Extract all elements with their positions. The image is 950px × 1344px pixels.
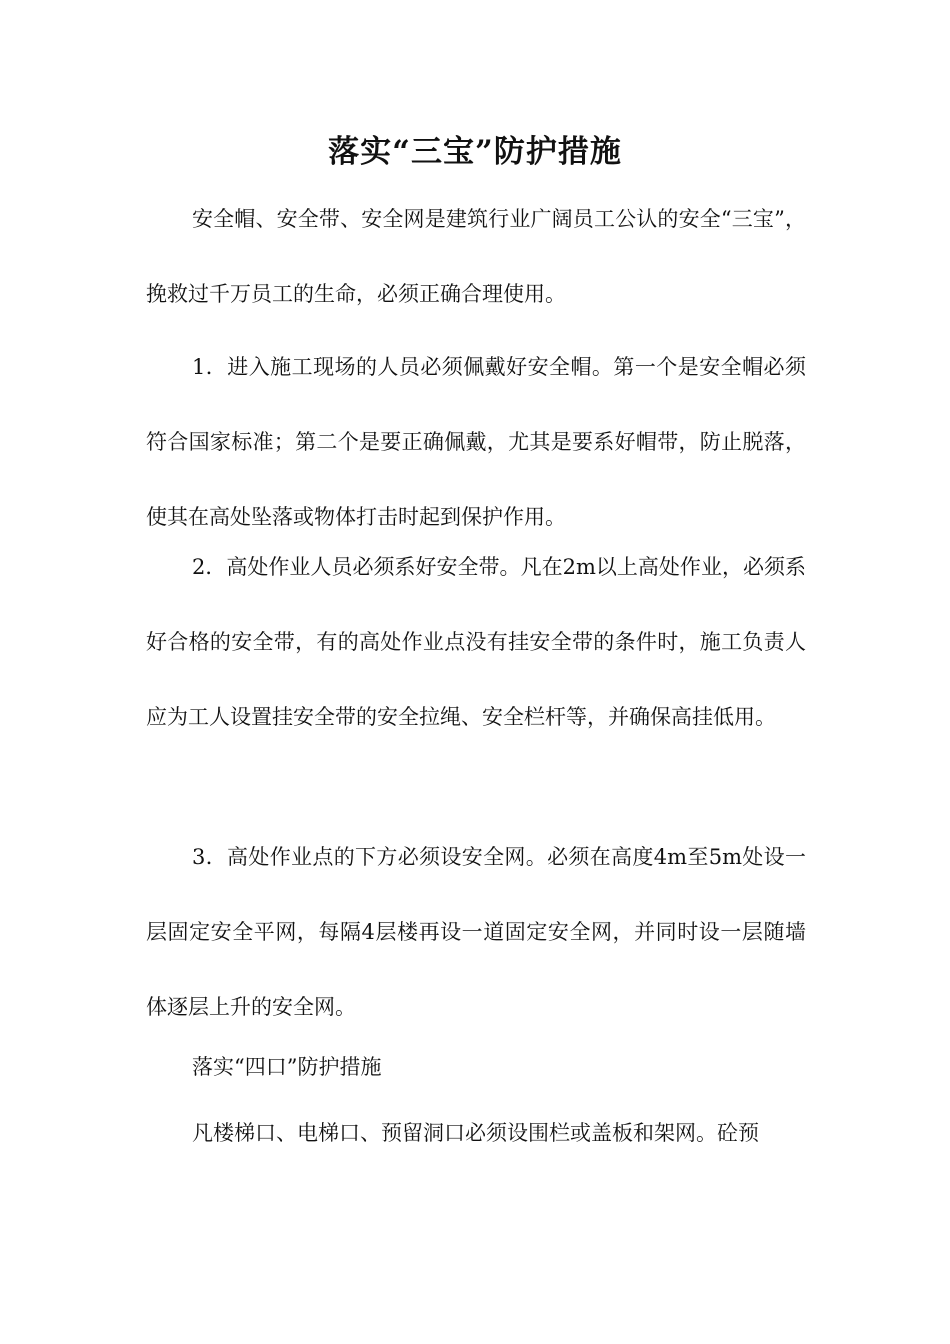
document-title: 落实“三宝”防护措施 [328,134,622,170]
paragraph-item-3: 3．高处作业点的下方必须设安全网。必须在高度4m至5m处设一层固定安全平网，每隔4层楼再设一道固定安全网，并同时设一层随墙体逐层上升的安全网。 [146,845,806,1019]
paragraph-item-1: 1．进入施工现场的人员必须佩戴好安全帽。第一个是安全帽必须符合国家标准；第二个是要正确佩戴，尤其是要系好帽带，防止脱落，使其在高处坠落或物体打击时起到保护作用。 [146,355,806,529]
paragraph-item-2: 2．高处作业人员必须系好安全带。凡在2m以上高处作业，必须系好合格的安全带，有的高处作业点没有挂安全带的条件时，施工负责人应为工人设置挂安全带的安全拉绳、安全栏杆等，并确保高挂低用。 [146,555,806,729]
paragraph-four-openings: 凡楼梯口、电梯口、预留洞口必须设围栏或盖板和架网。砼预 [192,1121,759,1145]
paragraph-intro: 安全帽、安全带、安全网是建筑行业广阔员工公认的安全“三宝”，挽救过千万员工的生命，必须正确合理使用。 [146,207,806,306]
section-heading-four-openings: 落实“四口”防护措施 [192,1055,382,1079]
